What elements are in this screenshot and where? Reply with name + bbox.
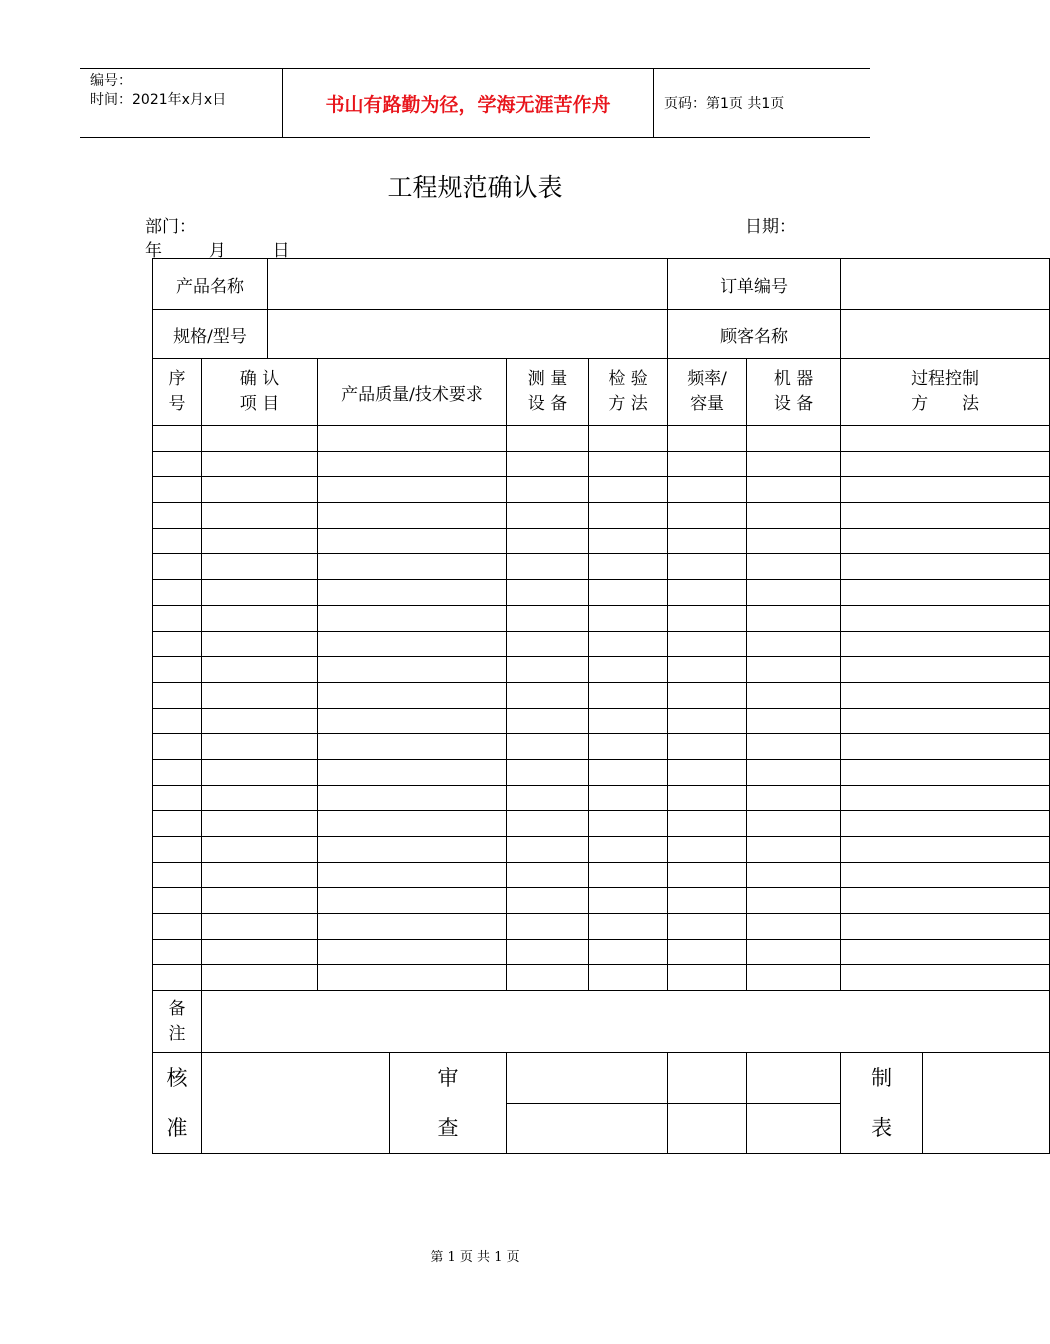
table-cell[interactable] xyxy=(747,605,841,631)
table-cell[interactable] xyxy=(668,451,747,477)
table-cell[interactable] xyxy=(153,554,202,580)
table-cell[interactable] xyxy=(507,503,589,529)
table-cell[interactable] xyxy=(589,477,668,503)
month-label: 月 xyxy=(208,241,226,261)
table-cell[interactable] xyxy=(318,503,507,529)
table-cell[interactable] xyxy=(668,759,747,785)
table-cell[interactable] xyxy=(747,477,841,503)
table-cell[interactable] xyxy=(153,811,202,837)
table-cell[interactable] xyxy=(153,605,202,631)
signoff-section xyxy=(153,1053,1050,1154)
table-row xyxy=(153,939,1050,965)
table-cell[interactable] xyxy=(153,837,202,863)
spec-model-label: 规格/型号 xyxy=(153,310,268,359)
table-cell[interactable] xyxy=(318,837,507,863)
order-number-field[interactable] xyxy=(841,259,1050,310)
table-cell[interactable] xyxy=(507,682,589,708)
table-cell[interactable] xyxy=(507,888,589,914)
table-cell[interactable] xyxy=(668,811,747,837)
table-cell[interactable] xyxy=(841,682,1050,708)
table-cell[interactable] xyxy=(507,477,589,503)
remarks-label: 备 注 xyxy=(153,991,202,1053)
document-header xyxy=(80,68,870,138)
table-cell[interactable] xyxy=(507,605,589,631)
table-row xyxy=(153,888,1050,914)
order-number-label: 订单编号 xyxy=(668,259,841,310)
table-cell[interactable] xyxy=(668,426,747,452)
table-cell[interactable] xyxy=(507,914,589,940)
table-cell[interactable] xyxy=(318,785,507,811)
table-cell[interactable] xyxy=(841,426,1050,452)
table-cell[interactable] xyxy=(153,503,202,529)
motto: 书山有路勤为径，学海无涯苦作舟 xyxy=(282,69,654,137)
table-cell[interactable] xyxy=(507,759,589,785)
table-row xyxy=(153,965,1050,991)
table-cell[interactable] xyxy=(589,451,668,477)
table-row xyxy=(153,605,1050,631)
department-label: 部门： xyxy=(145,217,196,237)
table-cell[interactable] xyxy=(202,785,318,811)
table-cell[interactable] xyxy=(841,837,1050,863)
table-cell[interactable] xyxy=(153,862,202,888)
table-cell[interactable] xyxy=(841,451,1050,477)
table-cell[interactable] xyxy=(841,734,1050,760)
table-cell[interactable] xyxy=(153,914,202,940)
table-cell[interactable] xyxy=(153,734,202,760)
table-row xyxy=(153,451,1050,477)
table-cell[interactable] xyxy=(747,759,841,785)
table-cell[interactable] xyxy=(841,657,1050,683)
table-cell[interactable] xyxy=(747,837,841,863)
table-cell[interactable] xyxy=(153,477,202,503)
table-cell[interactable] xyxy=(318,759,507,785)
table-cell[interactable] xyxy=(318,862,507,888)
review-field-5[interactable] xyxy=(668,1103,747,1154)
table-cell[interactable] xyxy=(318,708,507,734)
table-cell[interactable] xyxy=(507,426,589,452)
table-cell[interactable] xyxy=(318,965,507,991)
table-cell[interactable] xyxy=(668,914,747,940)
table-cell[interactable] xyxy=(318,888,507,914)
table-cell[interactable] xyxy=(841,939,1050,965)
spec-table xyxy=(152,258,1050,1154)
customer-name-label: 顾客名称 xyxy=(668,310,841,359)
review-field-1[interactable] xyxy=(507,1053,668,1104)
table-cell[interactable] xyxy=(202,605,318,631)
table-cell[interactable] xyxy=(318,682,507,708)
table-cell[interactable] xyxy=(747,554,841,580)
table-cell[interactable] xyxy=(841,605,1050,631)
table-cell[interactable] xyxy=(202,708,318,734)
table-cell[interactable] xyxy=(153,631,202,657)
col-measure-equipment: 测 量 设 备 xyxy=(507,359,589,426)
table-row xyxy=(153,657,1050,683)
product-name-field[interactable] xyxy=(268,259,668,310)
table-cell[interactable] xyxy=(668,631,747,657)
year-label: 年 xyxy=(145,241,162,261)
table-cell[interactable] xyxy=(202,811,318,837)
table-cell[interactable] xyxy=(318,657,507,683)
table-cell[interactable] xyxy=(747,811,841,837)
table-cell[interactable] xyxy=(841,965,1050,991)
table-cell[interactable] xyxy=(589,708,668,734)
table-cell[interactable] xyxy=(202,426,318,452)
approve-field[interactable] xyxy=(202,1053,390,1154)
table-cell[interactable] xyxy=(318,605,507,631)
approve-label: 核 准 xyxy=(153,1053,202,1154)
review-field-6[interactable] xyxy=(747,1103,841,1154)
table-cell[interactable] xyxy=(589,657,668,683)
table-cell[interactable] xyxy=(507,939,589,965)
table-cell[interactable] xyxy=(202,477,318,503)
table-row xyxy=(153,631,1050,657)
table-cell[interactable] xyxy=(668,580,747,606)
table-cell[interactable] xyxy=(507,837,589,863)
table-cell[interactable] xyxy=(747,862,841,888)
prepare-label: 制 表 xyxy=(841,1053,923,1154)
table-cell[interactable] xyxy=(841,631,1050,657)
table-cell[interactable] xyxy=(747,965,841,991)
table-row xyxy=(153,759,1050,785)
table-cell[interactable] xyxy=(153,528,202,554)
col-process-control: 过程控制 方 法 xyxy=(841,359,1050,426)
table-cell[interactable] xyxy=(153,451,202,477)
table-cell[interactable] xyxy=(202,914,318,940)
table-cell[interactable] xyxy=(589,682,668,708)
table-cell[interactable] xyxy=(318,477,507,503)
table-row xyxy=(153,580,1050,606)
page-title: 工程规范确认表 xyxy=(387,173,563,202)
table-cell[interactable] xyxy=(747,939,841,965)
table-cell[interactable] xyxy=(747,528,841,554)
table-cell[interactable] xyxy=(589,862,668,888)
table-cell[interactable] xyxy=(153,657,202,683)
table-cell[interactable] xyxy=(747,503,841,529)
table-cell[interactable] xyxy=(202,734,318,760)
table-cell[interactable] xyxy=(747,734,841,760)
table-cell[interactable] xyxy=(507,862,589,888)
table-cell[interactable] xyxy=(318,914,507,940)
review-field-3[interactable] xyxy=(747,1053,841,1104)
table-cell[interactable] xyxy=(318,426,507,452)
col-inspect-method: 检 验 方 法 xyxy=(589,359,668,426)
table-cell[interactable] xyxy=(507,554,589,580)
table-row xyxy=(153,862,1050,888)
table-cell[interactable] xyxy=(841,708,1050,734)
table-cell[interactable] xyxy=(668,503,747,529)
table-cell[interactable] xyxy=(202,451,318,477)
table-row xyxy=(153,914,1050,940)
table-cell[interactable] xyxy=(202,888,318,914)
col-quality-req: 产品质量/技术要求 xyxy=(318,359,507,426)
table-cell[interactable] xyxy=(318,528,507,554)
table-cell[interactable] xyxy=(841,811,1050,837)
page-footer: 第 1 页 共 1 页 xyxy=(430,1250,520,1265)
table-cell[interactable] xyxy=(153,759,202,785)
review-field-2[interactable] xyxy=(668,1053,747,1104)
table-cell[interactable] xyxy=(747,708,841,734)
table-cell[interactable] xyxy=(202,682,318,708)
table-cell[interactable] xyxy=(668,528,747,554)
spec-model-field[interactable] xyxy=(268,310,668,359)
prepare-field[interactable] xyxy=(923,1053,1050,1154)
table-cell[interactable] xyxy=(589,605,668,631)
table-cell[interactable] xyxy=(507,708,589,734)
table-cell[interactable] xyxy=(747,888,841,914)
table-cell[interactable] xyxy=(202,503,318,529)
product-name-label: 产品名称 xyxy=(153,259,268,310)
table-cell[interactable] xyxy=(202,862,318,888)
table-cell[interactable] xyxy=(153,682,202,708)
table-cell[interactable] xyxy=(202,939,318,965)
table-row xyxy=(153,477,1050,503)
table-cell[interactable] xyxy=(318,939,507,965)
col-confirm-item: 确 认 项 目 xyxy=(202,359,318,426)
table-cell[interactable] xyxy=(589,503,668,529)
table-cell[interactable] xyxy=(202,657,318,683)
review-label: 审 查 xyxy=(390,1053,507,1154)
table-cell[interactable] xyxy=(153,785,202,811)
table-cell[interactable] xyxy=(841,477,1050,503)
table-cell[interactable] xyxy=(841,580,1050,606)
table-cell[interactable] xyxy=(841,554,1050,580)
table-cell[interactable] xyxy=(507,657,589,683)
code-label: 编号： xyxy=(90,73,132,89)
table-cell[interactable] xyxy=(589,426,668,452)
table-cell[interactable] xyxy=(153,888,202,914)
table-cell[interactable] xyxy=(589,888,668,914)
table-cell[interactable] xyxy=(747,657,841,683)
table-cell[interactable] xyxy=(318,554,507,580)
remarks-field[interactable] xyxy=(202,991,1050,1053)
table-cell[interactable] xyxy=(747,631,841,657)
table-cell[interactable] xyxy=(668,888,747,914)
col-seq: 序 号 xyxy=(153,359,202,426)
table-cell[interactable] xyxy=(318,631,507,657)
table-cell[interactable] xyxy=(318,734,507,760)
table-row xyxy=(153,554,1050,580)
table-cell[interactable] xyxy=(507,811,589,837)
table-cell[interactable] xyxy=(507,631,589,657)
table-cell[interactable] xyxy=(589,811,668,837)
table-cell[interactable] xyxy=(507,528,589,554)
table-cell[interactable] xyxy=(507,580,589,606)
table-cell[interactable] xyxy=(668,734,747,760)
table-cell[interactable] xyxy=(668,605,747,631)
table-cell[interactable] xyxy=(318,451,507,477)
table-row xyxy=(153,785,1050,811)
table-cell[interactable] xyxy=(202,580,318,606)
table-cell[interactable] xyxy=(507,451,589,477)
table-cell[interactable] xyxy=(841,503,1050,529)
table-cell[interactable] xyxy=(668,708,747,734)
table-cell[interactable] xyxy=(747,580,841,606)
table-cell[interactable] xyxy=(668,554,747,580)
table-cell[interactable] xyxy=(841,759,1050,785)
table-cell[interactable] xyxy=(153,426,202,452)
table-row xyxy=(153,837,1050,863)
table-cell[interactable] xyxy=(668,965,747,991)
table-cell[interactable] xyxy=(153,580,202,606)
col-frequency-capacity: 频率/ 容量 xyxy=(668,359,747,426)
table-cell[interactable] xyxy=(668,657,747,683)
customer-name-field[interactable] xyxy=(841,310,1050,359)
col-machine-equipment: 机 器 设 备 xyxy=(747,359,841,426)
table-cell[interactable] xyxy=(589,734,668,760)
table-cell[interactable] xyxy=(668,682,747,708)
day-label: 日 xyxy=(272,241,290,261)
table-cell[interactable] xyxy=(589,580,668,606)
table-cell[interactable] xyxy=(747,914,841,940)
table-cell[interactable] xyxy=(318,811,507,837)
table-row xyxy=(153,682,1050,708)
table-cell[interactable] xyxy=(747,785,841,811)
table-cell[interactable] xyxy=(841,528,1050,554)
table-cell[interactable] xyxy=(202,528,318,554)
table-cell[interactable] xyxy=(202,965,318,991)
table-cell[interactable] xyxy=(202,837,318,863)
table-cell[interactable] xyxy=(507,785,589,811)
table-cell[interactable] xyxy=(153,939,202,965)
time-label: 时间：2021年x月x日 xyxy=(90,92,227,108)
table-row xyxy=(153,528,1050,554)
table-cell[interactable] xyxy=(589,939,668,965)
table-cell[interactable] xyxy=(318,580,507,606)
table-cell[interactable] xyxy=(668,477,747,503)
table-row xyxy=(153,708,1050,734)
table-cell[interactable] xyxy=(589,554,668,580)
header-info xyxy=(80,69,282,137)
table-cell[interactable] xyxy=(589,528,668,554)
table-cell[interactable] xyxy=(589,965,668,991)
table-cell[interactable] xyxy=(507,965,589,991)
table-row xyxy=(153,811,1050,837)
table-cell[interactable] xyxy=(668,785,747,811)
table-cell[interactable] xyxy=(589,759,668,785)
table-cell[interactable] xyxy=(747,451,841,477)
table-cell[interactable] xyxy=(841,785,1050,811)
table-cell[interactable] xyxy=(153,965,202,991)
data-rows xyxy=(153,426,1050,991)
table-cell[interactable] xyxy=(668,862,747,888)
table-cell[interactable] xyxy=(668,939,747,965)
table-row xyxy=(153,734,1050,760)
table-cell[interactable] xyxy=(202,631,318,657)
table-cell[interactable] xyxy=(747,426,841,452)
table-cell[interactable] xyxy=(507,734,589,760)
table-cell[interactable] xyxy=(589,631,668,657)
table-cell[interactable] xyxy=(153,708,202,734)
table-cell[interactable] xyxy=(668,837,747,863)
table-cell[interactable] xyxy=(589,837,668,863)
table-cell[interactable] xyxy=(202,554,318,580)
table-cell[interactable] xyxy=(589,785,668,811)
review-field-4[interactable] xyxy=(507,1103,668,1154)
table-row xyxy=(153,426,1050,452)
table-row xyxy=(153,503,1050,529)
table-cell[interactable] xyxy=(841,914,1050,940)
table-cell[interactable] xyxy=(841,888,1050,914)
page-info: 页码：第1页 共1页 xyxy=(664,96,785,112)
table-cell[interactable] xyxy=(202,759,318,785)
table-cell[interactable] xyxy=(747,682,841,708)
table-cell[interactable] xyxy=(841,862,1050,888)
table-cell[interactable] xyxy=(589,914,668,940)
date-label: 日期： xyxy=(745,217,796,237)
